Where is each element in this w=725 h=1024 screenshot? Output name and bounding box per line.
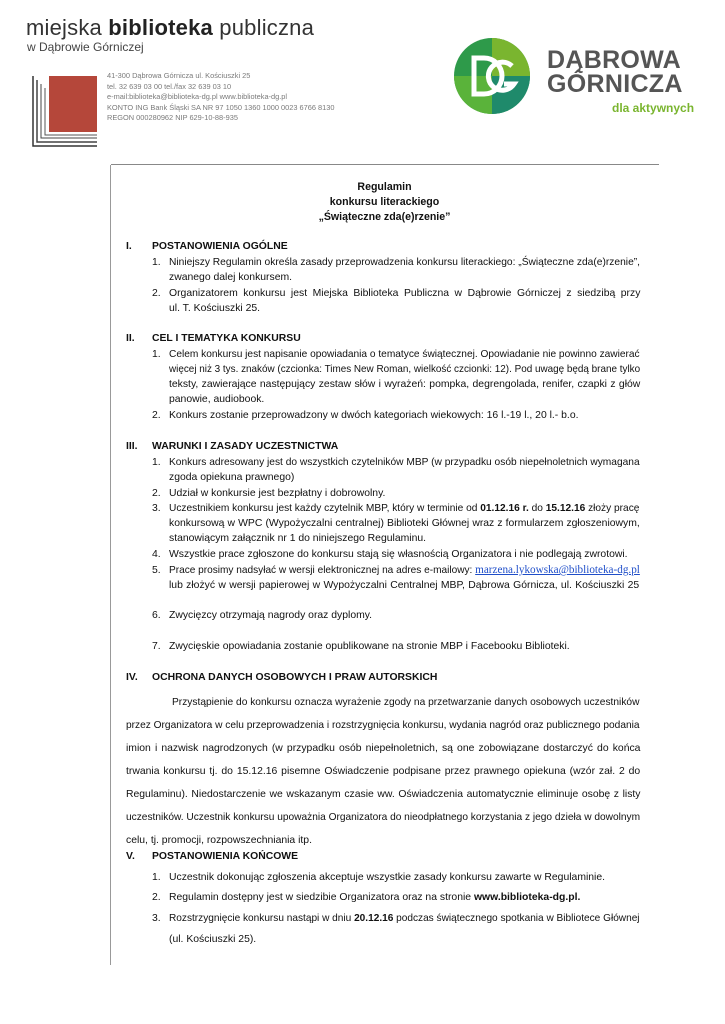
list-item-text [169,892,580,903]
end-date: 15.12.16 [545,503,586,514]
list-item-text [169,564,640,576]
list-number: 2. [152,488,161,499]
text-span: Uczestnikiem konkursu jest każdy czytelnik MBP, który w terminie od [169,503,481,514]
list-item-text: (ul. Kościuszki 25). [169,934,257,945]
list-item-text: Niniejszy Regulamin określa zasady przeprowadzenia konkursu literackiego: „Świąteczne zda(e)rzenie”, [169,257,641,268]
list-item-text: Uczestnik dokonując zgłoszenia akceptuje wszystkie zasady konkursu zawarte w Regulaminie. [169,872,606,883]
city-name-line: GÓRNICZA [547,70,683,98]
list-item-text: Wszystkie prace zgłoszone do konkursu stają się własnością Organizatora i nie podlegają zwrotowi. [169,549,628,560]
contact-line: KONTO ING Bank Śląski SA NR 97 1050 1360 1000 0023 6766 8130 [107,102,335,112]
list-item-text: Zwycięskie opowiadania zostanie opublikowane na stronie MBP i Facebooku Biblioteki. [169,641,570,652]
list-item-text: Konkurs adresowany jest do wszystkich czytelników MBP (w przypadku osób niepełnoletnich wymagana [169,457,640,468]
paragraph-line: uczestników. Uczestnik konkursu upoważnia Organizatora do nieodpłatnego korzystania z jego dzieła w dowolnym [126,812,641,823]
list-item-text: Organizatorem konkursu jest Miejska Biblioteka Publiczna w Dąbrowie Górniczej z siedzibą przy [169,288,641,299]
list-item-text [169,913,640,924]
result-date: 20.12.16 [354,913,394,924]
list-number: 5. [152,565,161,576]
list-number: 1. [152,349,161,360]
list-number: 3. [152,913,161,924]
list-number: 6. [152,610,161,621]
city-tagline: dla aktywnych [612,101,695,115]
paragraph-line: imion i nazwisk nagrodzonych (w przypadku osób niepełnoletnich, są one zobowiązane dostarczyć do końca [126,743,641,754]
list-number: 2. [152,410,161,421]
contact-info [107,71,334,124]
section-heading: POSTANOWIENIA KOŃCOWE [152,851,299,862]
paragraph-line: Regulaminu). Niedostarczenie we wskazanym czasie ww. Oświadczenia automatycznie eliminuje osobę z listy [126,789,641,800]
list-item-text: lub złożyć w wersji papierowej w Wypożyczalni Centralnej MBP, Dąbrowa Górnicza, ul. Kościuszki 25 [169,580,640,591]
list-number: 2. [152,892,161,903]
list-number: 2. [152,288,161,299]
list-item-text: zwanego dalej konkursem. [169,272,293,283]
city-name [547,48,683,96]
list-number: 4. [152,549,161,560]
list-number: 1. [152,872,161,883]
library-book-logo [27,70,103,150]
section-number: V. [126,851,135,862]
list-number: 1. [152,257,161,268]
list-number: 7. [152,641,161,652]
contact-line: 41-300 Dąbrowa Górnicza ul. Kościuszki 25 [107,71,251,80]
text-span: Regulamin dostępny jest w siedzibie Organizatora oraz na stronie [169,892,474,903]
doc-title: „Świąteczne zda(e)rzenie” [318,211,451,223]
section-heading: CEL I TEMATYKA KONKURSU [152,333,301,344]
text-span: podczas świątecznego spotkania w Bibliotece Głównej [393,913,640,924]
paragraph-line: celu, tj. promocji, rozpowszechniania itp. [126,835,312,846]
doc-title: konkursu literackiego [329,196,440,208]
list-item-text: panowie, audiobook. [169,394,265,405]
library-name-part: publiczna [212,15,315,40]
dabrowa-gornicza-logo [452,36,532,116]
list-item-text: Zwycięzcy otrzymają nagrody oraz dyplomy. [169,610,373,621]
paragraph-line: przez Organizatora w celu przeprowadzenia i rozstrzygnięcia konkursu, wydania nagród oraz publicznego podania [126,720,640,731]
list-item-text: Udział w konkursie jest bezpłatny i dobrowolny. [169,488,386,499]
city-name-line: DĄBROWA [547,46,682,74]
start-date: 01.12.16 r. [480,503,529,514]
section-heading: POSTANOWIENIA OGÓLNE [152,241,288,252]
list-number: 3. [152,503,161,514]
library-subtitle: w Dąbrowie Górniczej [27,40,144,54]
list-item-text [169,503,639,514]
list-number: 1. [152,457,161,468]
section-heading: WARUNKI I ZASADY UCZESTNICTWA [152,441,339,452]
text-span: złoży pracę [585,503,640,514]
left-divider [110,165,111,965]
list-item-text: stanowiącym załącznik nr 1 do niniejszego Regulaminu. [169,533,427,544]
contact-line: tel. 32 639 03 00 tel./fax 32 639 03 10 [107,81,232,91]
section-number: III. [126,441,138,452]
library-name-bold: biblioteka [108,15,213,40]
paragraph-line: trwania konkursu tj. do 15.12.16 pisemne Oświadczenie podpisane przez prawnego opiekuna (wzór zał. 2 do [126,766,641,777]
list-item-text: Konkurs zostanie przeprowadzony w dwóch kategoriach wiekowych: 16 l.-19 l., 20 l.- b.o. [169,410,579,421]
list-item-text: Celem konkursu jest napisanie opowiadania o tematyce świątecznej. Opowiadanie nie powinno zawierać [169,349,640,360]
section-heading: OCHRONA DANYCH OSOBOWYCH I PRAW AUTORSKICH [152,672,438,683]
library-name [26,15,314,41]
section-number: II. [126,333,135,344]
text-span: Rozstrzygnięcie konkursu nastąpi w dniu [169,913,355,924]
text-span: Prace prosimy nadsyłać w wersji elektronicznej na adres e-mailowy: [169,565,476,576]
list-item-text: konkursową w WPC (Wypożyczalni centralnej) Biblioteki Głównej wraz z formularzem zgłoszeniowym, [169,518,640,529]
text-span: do [528,503,546,514]
list-item-text: więcej niż 3 tys. znaków (czcionka: Times New Roman, wielkość czcionki: 12). Pod uwagę będą brane tylko [169,364,641,375]
email-link[interactable]: marzena.lykowska@biblioteka-dg.pl [475,564,640,576]
doc-title: Regulamin [357,181,412,193]
list-item-text: ul. T. Kościuszki 25. [169,303,261,314]
section-number: I. [126,241,132,252]
contact-line: REGON 000280962 NIP 629-10-88-935 [107,113,238,123]
contact-line: e-mail:biblioteka@biblioteka-dg.pl www.biblioteka-dg.pl [107,92,288,102]
website-link[interactable]: www.biblioteka-dg.pl. [473,892,581,903]
library-name-part: miejska [26,15,109,40]
list-item-text: zgoda opiekuna prawnego) [169,472,295,483]
paragraph-line: Przystąpienie do konkursu oznacza wyrażenie zgody na przetwarzanie danych osobowych uczestników [172,697,640,708]
list-item-text: teksty, zawierające następujący zestaw słów i wyrażeń: pompka, degrengolada, renifer, czapki z głów [169,379,641,390]
top-divider [111,164,659,165]
section-number: IV. [126,672,138,683]
